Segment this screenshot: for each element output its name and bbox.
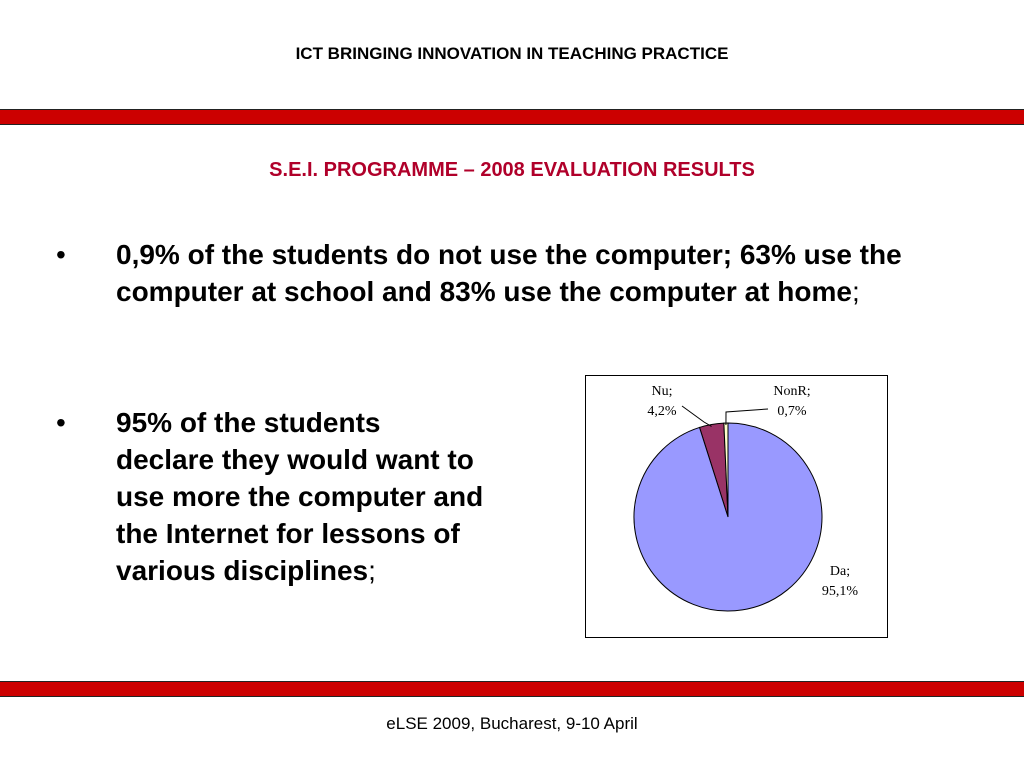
pie-slice-da [634, 423, 822, 611]
bullet-text-suffix: ; [368, 555, 376, 586]
bullet-text [116, 236, 976, 310]
pie-chart [586, 376, 887, 637]
data-label-da-name: Da; [829, 564, 851, 579]
slide-subtitle: S.E.I. PROGRAMME – 2008 EVALUATION RESULTS [269, 159, 755, 181]
bullet-symbol: • [56, 407, 66, 438]
data-label-nu-value: 4,2% [647, 404, 677, 419]
data-label-nonr-value: 0,7% [777, 404, 807, 419]
bullet-symbol: • [56, 239, 66, 270]
data-label-nonr-name: NonR; [773, 384, 811, 399]
bullet-text-suffix: ; [851, 276, 860, 307]
header-title: ICT BRINGING INNOVATION IN TEACHING PRACTICE [295, 44, 729, 63]
bottom-red-bar [0, 681, 1024, 697]
footer-text: eLSE 2009, Bucharest, 9-10 April [386, 714, 638, 733]
bullet-text [116, 404, 486, 589]
top-red-bar [0, 109, 1024, 125]
data-label-nu-name: Nu; [651, 384, 673, 399]
pie-chart-frame [585, 375, 888, 638]
data-label-da-value: 95,1% [821, 584, 859, 599]
leader-line-nu [682, 406, 712, 426]
bullet-text-main: 0,9% of the students do not use the computer; 63% use the computer at school and 83% use the computer at home [116, 239, 902, 307]
bullet-text-main: 95% of the students declare they would want to use more the computer and the Internet for lessons of various disciplines [116, 407, 484, 586]
